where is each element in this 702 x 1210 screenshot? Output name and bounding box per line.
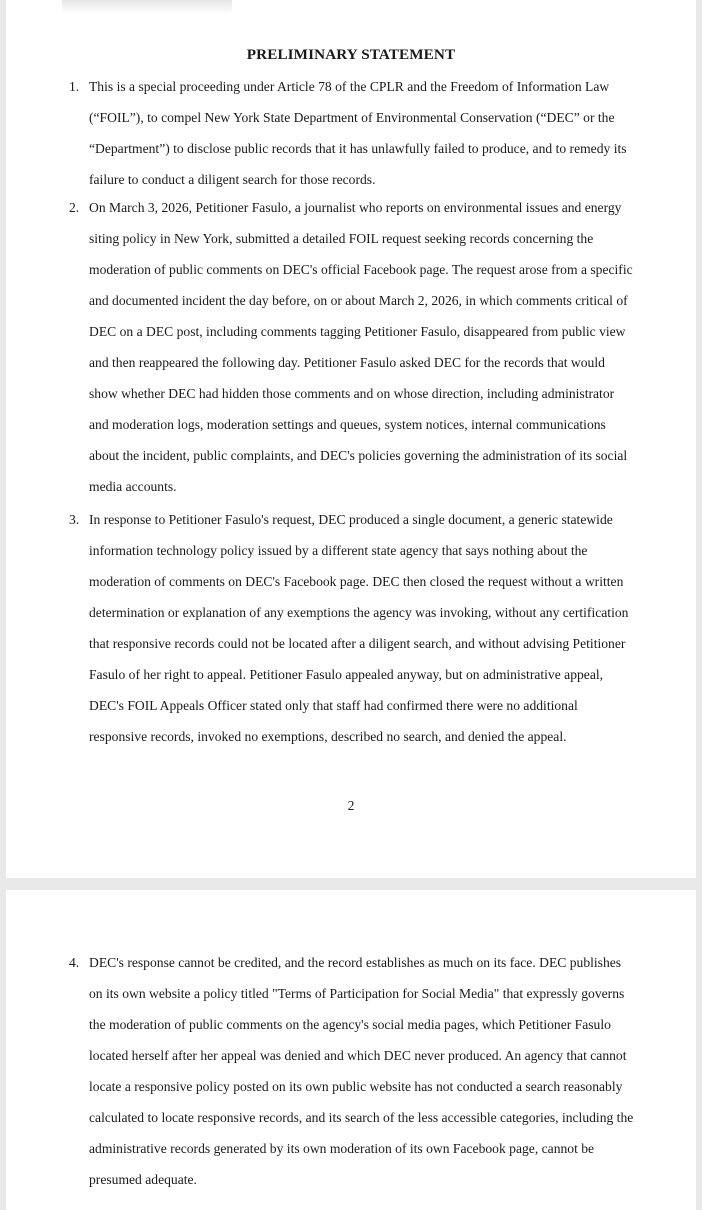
text-line: the moderation of public comments on the agency's social media pages, which Petitioner Fasulo [89,1017,611,1032]
text-line: DEC's FOIL Appeals Officer stated only that staff had confirmed there were no additional [89,698,578,713]
text-line: failure to conduct a diligent search for those records. [89,172,376,187]
paragraph-number: 4. [69,955,80,970]
text-line: about the incident, public complaints, and DEC's policies governing the administration of its social [89,448,628,463]
text-line: administrative records generated by its own moderation of its own Facebook page, cannot be [89,1141,595,1156]
text-line: DEC's response cannot be credited, and the record establishes as much on its face. DEC publishes [89,955,622,970]
text-line: “Department”) to disclose public records that it has unlawfully failed to produce, and to remedy its [89,141,627,156]
text-line: media accounts. [89,479,177,494]
text-line: and documented incident the day before, on or about March 2, 2026, in which comments critical of [89,293,628,308]
text-line: located herself after her appeal was denied and which DEC never produced. An agency that cannot [89,1048,627,1063]
text-line: siting policy in New York, submitted a detailed FOIL request seeking records concerning the [89,231,594,246]
text-line: responsive records, invoked no exemptions, described no search, and denied the appeal. [89,729,567,744]
paragraph-text [89,192,649,502]
section-heading: PRELIMINARY STATEMENT [246,46,456,63]
document-page-2 [6,890,696,1210]
paragraph-text [89,947,649,1195]
text-line: moderation of public comments on DEC's official Facebook page. The request arose from a specific [89,262,633,277]
text-line: calculated to locate responsive records, and its search of the less accessible categories, including the [89,1110,634,1125]
text-line: and then reappeared the following day. Petitioner Fasulo asked DEC for the records that would [89,355,605,370]
text-line: presumed adequate. [89,1172,197,1187]
document-page-1 [6,0,696,878]
text-line: that responsive records could not be located after a diligent search, and without advising Petitioner [89,636,626,651]
text-line: moderation of comments on DEC's Facebook page. DEC then closed the request without a written [89,574,624,589]
text-line: Fasulo of her right to appeal. Petitioner Fasulo appealed anyway, but on administrative appeal, [89,667,604,682]
text-line: This is a special proceeding under Article 78 of the CPLR and the Freedom of Information Law [89,79,610,94]
paragraph-number: 3. [69,512,80,527]
paragraph-text [89,71,649,195]
text-line: locate a responsive policy posted on its own public website has not conducted a search reasonably [89,1079,623,1094]
scan-artifact [62,0,232,14]
page-number: 2 [347,798,355,813]
paragraph-number: 1. [69,79,80,94]
paragraph-text [89,504,649,752]
text-line: DEC on a DEC post, including comments tagging Petitioner Fasulo, disappeared from public view [89,324,626,339]
text-line: and moderation logs, moderation settings and queues, system notices, internal communications [89,417,606,432]
text-line: (“FOIL”), to compel New York State Department of Environmental Conservation (“DEC” or the [89,110,615,125]
text-line: on its own website a policy titled "Terms of Participation for Social Media" that expressly governs [89,986,625,1001]
text-line: In response to Petitioner Fasulo's request, DEC produced a single document, a generic statewide [89,512,613,527]
text-line: determination or explanation of any exemptions the agency was invoking, without any certification [89,605,629,620]
text-line: information technology policy issued by a different state agency that says nothing about the [89,543,588,558]
text-line: show whether DEC had hidden those comments and on whose direction, including administrator [89,386,615,401]
paragraph-number: 2. [69,200,80,215]
text-line: On March 3, 2026, Petitioner Fasulo, a journalist who reports on environmental issues and energy [89,200,622,215]
